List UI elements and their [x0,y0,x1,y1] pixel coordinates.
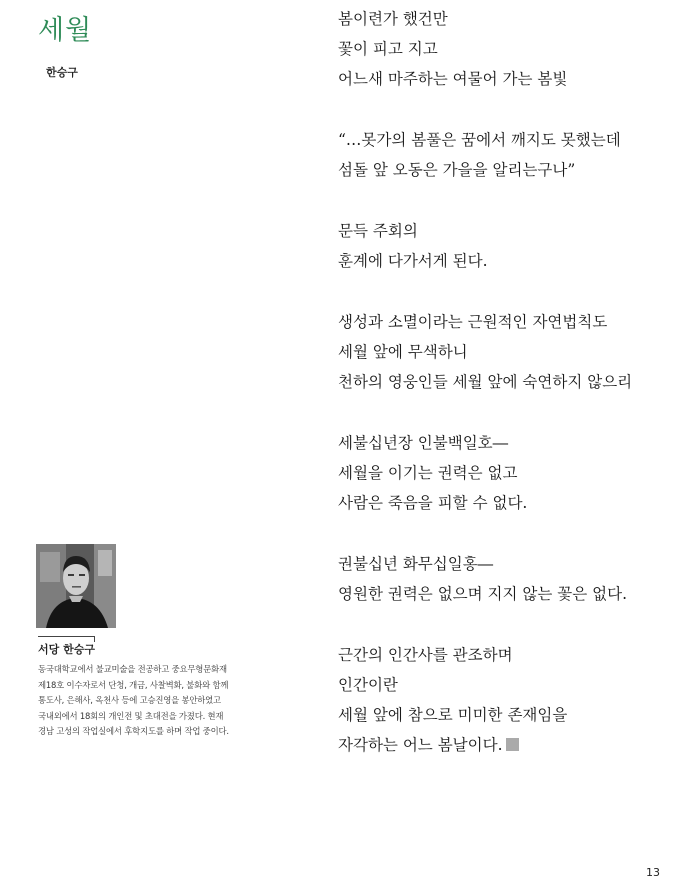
poem-line: 세월을 이기는 권력은 없고 [338,464,518,482]
bio-name: 서당 한승구 [38,643,95,656]
bio-divider [38,636,94,637]
poem-line: 천하의 영웅인들 세월 앞에 숙연하지 않으리 [338,373,633,391]
poem-line: 어느새 마주하는 여물어 가는 봄빛 [338,70,568,88]
poem-line: 세불십년장 인불백일호― [338,434,509,452]
poem-line: 인간이란 [338,676,398,694]
poem-line: 권불십년 화무십일홍― [338,555,494,573]
author-photo [36,544,116,628]
poem-body [338,4,688,791]
poem-line: 생성과 소멸이라는 근원적인 자연법칙도 [338,313,608,331]
poem-line: 문득 주회의 [338,222,418,240]
poem-line: 세월 앞에 참으로 미미한 존재임을 [338,706,568,724]
bio-line: 통도사, 은해사, 옥천사 등에 고승진영을 봉안하였고 [38,695,221,705]
poem-stanza [338,640,688,760]
poem-line-text: 자각하는 어느 봄날이다. [338,736,503,754]
poem-line: 훈계에 다가서게 된다. [338,252,488,270]
bio-line: 동국대학교에서 불교미술을 전공하고 중요무형문화재 [38,664,227,674]
author-name: 한승구 [46,66,78,79]
bio-text [38,662,262,740]
poem-stanza [338,307,688,397]
poem-line-last [338,730,688,760]
poem-stanza [338,549,688,609]
poem-line: 영원한 권력은 없으며 지지 않는 꽃은 없다. [338,585,628,603]
poem-line: “…못가의 봄풀은 꿈에서 깨지도 못했는데 [338,131,621,149]
end-mark-icon [506,738,519,751]
poem-line: 세월 앞에 무색하니 [338,343,468,361]
poem-line: 꽃이 피고 지고 [338,40,438,58]
poem-line: 사람은 죽음을 피할 수 없다. [338,494,528,512]
author-portrait-icon [36,544,116,628]
poem-title: 세월 [38,15,93,46]
poem-stanza [338,125,688,185]
poem-stanza [338,216,688,276]
bio-line: 국내외에서 18회의 개인전 및 초대전을 가졌다. 현재 [38,710,224,721]
poem-line: 근간의 인간사를 관조하며 [338,646,513,664]
poem-stanza [338,428,688,518]
page-number: 13 [646,866,660,879]
poem-line: 봄이련가 했건만 [338,10,448,28]
poem-stanza [338,4,688,94]
bio-line: 경남 고성의 작업실에서 후학지도를 하며 작업 중이다. [38,726,229,736]
poem-line: 섬돌 앞 오동은 가을을 알리는구나” [338,161,576,179]
bio-line: 제18호 이수자로서 단청, 개금, 사찰벽화, 불화와 함께 [38,679,229,690]
